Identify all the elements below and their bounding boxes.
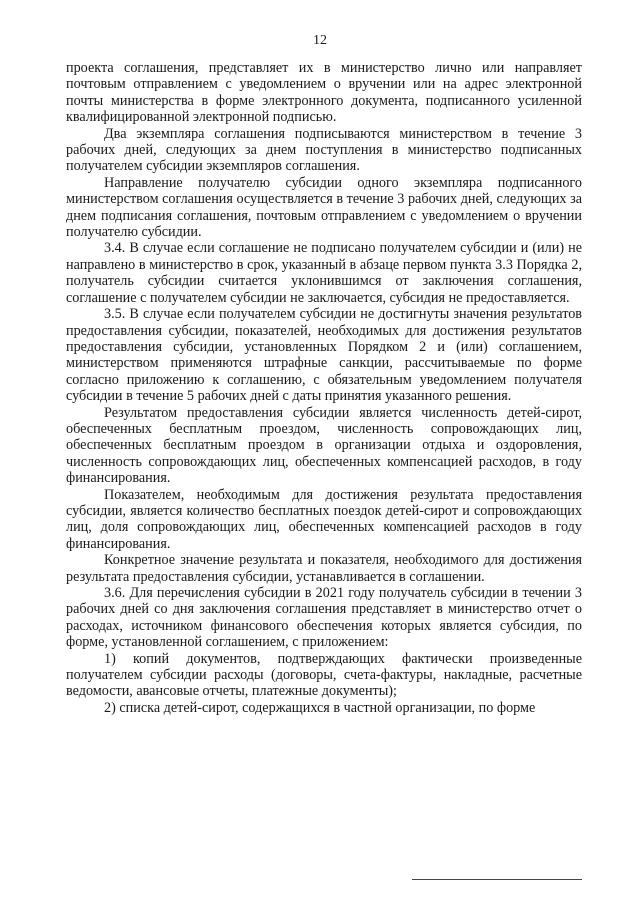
- paragraph: Показателем, необходимым для достижения результата предоставления субсидии, является количество бесплатных поездок детей-сирот и сопровождающих лиц, доля сопровождающих лиц, обеспеченных компенсацией расходов в году финансирования.: [66, 486, 582, 552]
- list-item: 2) списка детей-сирот, содержащихся в частной организации, по форме: [104, 699, 536, 716]
- paragraph: проекта соглашения, представляет их в министерство лично или направляет почтовым отправлением с уведомлением о вручении или на адрес электронной почты министерства в форме электронного документа, подписанного усиленной квалифицированной электронной подписью.: [66, 60, 582, 126]
- paragraph: 3.4. В случае если соглашение не подписано получателем субсидии и (или) не направлено в министерство в срок, указанный в абзаце первом пункта 3.3 Порядка 2, получатель субсидии считается уклонившимся от заключения соглашения, соглашение с получателем субсидии не заключается, субсидия не предоставляется.: [66, 240, 582, 306]
- page-number: 12: [313, 33, 327, 48]
- paragraph: Конкретное значение результата и показателя, необходимого для достижения результата предоставления субсидии, устанавливается в соглашении.: [66, 552, 582, 585]
- paragraph: Направление получателю субсидии одного экземпляра подписанного министерством соглашения осуществляется в течение 3 рабочих дней, следующих за днем подписания соглашения, почтовым отправлением с уведомлением о вручении получателю субсидии.: [66, 174, 582, 241]
- paragraph: 3.5. В случае если получателем субсидии не достигнуты значения результатов предоставления субсидии, показателей, необходимых для достижения результатов предоставления субсидии, установленных Порядком 2 и (или) соглашением, министерством применяются штрафные санкции, рассчитываемые по форме согласно приложению к соглашению, с обязательным уведомлением получателя субсидии в течение 5 рабочих дней с даты принятия указанного решения.: [66, 306, 582, 405]
- paragraph: 3.6. Для перечисления субсидии в 2021 году получатель субсидии в течении 3 рабочих дней со дня заключения соглашения представляет в министерство отчет о расходах, источником финансового обеспечения которых является субсидия, по форме, установленной соглашением, с приложением:: [66, 585, 582, 651]
- paragraph: Результатом предоставления субсидии является численность детей-сирот, обеспеченных бесплатным проездом, численность сопровождающих лиц, обеспеченных бесплатным проездом в организации отдыха и оздоровления, численность сопровождающих лиц, обеспеченных компенсацией расходов, в году финансирования.: [66, 404, 582, 487]
- list-item: 1) копий документов, подтверждающих фактически произведенные получателем субсидии расходы (договоры, счета-фактуры, накладные, расчетные ведомости, авансовые отчеты, платежные документы);: [66, 650, 582, 700]
- footer-rule: [412, 879, 582, 880]
- paragraph: Два экземпляра соглашения подписываются министерством в течение 3 рабочих дней, следующих за днем поступления в министерство подписанных получателем субсидии экземпляров соглашения.: [66, 125, 582, 175]
- document-body: [66, 60, 582, 716]
